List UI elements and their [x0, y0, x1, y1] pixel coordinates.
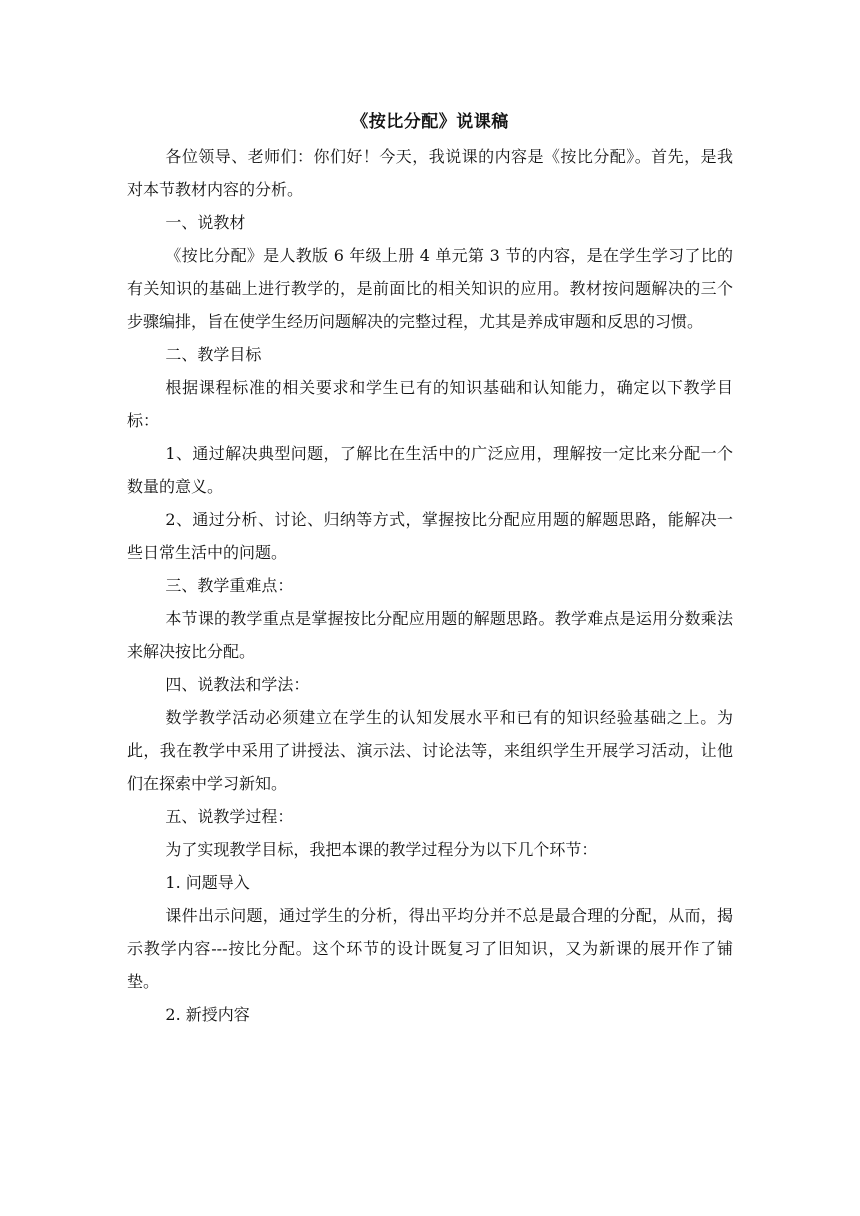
goals-intro-paragraph: 根据课程标准的相关要求和学生已有的知识基础和认知能力，确定以下教学目标：: [127, 378, 733, 430]
intro-paragraph: 各位领导、老师们：你们好！今天，我说课的内容是《按比分配》。首先，是我对本节教材内容的分析。: [127, 147, 733, 199]
subheading-new-content: 2. 新授内容: [165, 1005, 250, 1024]
section-heading-key-points: 三、教学重难点：: [165, 576, 294, 595]
section-heading-process: 五、说教学过程：: [165, 807, 294, 826]
document-title: 《按比分配》说课稿: [351, 112, 509, 132]
section-heading-textbook: 一、说教材: [165, 213, 246, 232]
section-heading-methods: 四、说教法和学法：: [165, 675, 310, 694]
section-heading-goals: 二、教学目标: [165, 345, 262, 364]
key-points-paragraph: 本节课的教学重点是掌握按比分配应用题的解题思路。教学难点是运用分数乘法来解决按比分配。: [127, 609, 733, 661]
document-body: [127, 140, 733, 1031]
problem-intro-paragraph: 课件出示问题，通过学生的分析，得出平均分并不总是最合理的分配，从而，揭示教学内容---按比分配。这个环节的设计既复习了旧知识，又为新课的展开作了铺垫。: [127, 906, 733, 991]
textbook-paragraph: 《按比分配》是人教版 6 年级上册 4 单元第 3 节的内容，是在学生学习了比的有关知识的基础上进行教学的，是前面比的相关知识的应用。教材按问题解决的三个步骤编排，旨在使学生经历问题解决的完整过程，尤其是养成审题和反思的习惯。: [127, 246, 733, 331]
goal-item-2: 2、通过分析、讨论、归纳等方式，掌握按比分配应用题的解题思路，能解决一些日常生活中的问题。: [127, 510, 733, 562]
process-intro-paragraph: 为了实现教学目标，我把本课的教学过程分为以下几个环节：: [165, 840, 598, 859]
methods-paragraph: 数学教学活动必须建立在学生的认知发展水平和已有的知识经验基础之上。为此，我在教学中采用了讲授法、演示法、讨论法等，来组织学生开展学习活动，让他们在探索中学习新知。: [127, 708, 733, 793]
goal-item-1: 1、通过解决典型问题，了解比在生活中的广泛应用，理解按一定比来分配一个数量的意义。: [127, 444, 733, 496]
subheading-problem-intro: 1. 问题导入: [165, 873, 250, 892]
